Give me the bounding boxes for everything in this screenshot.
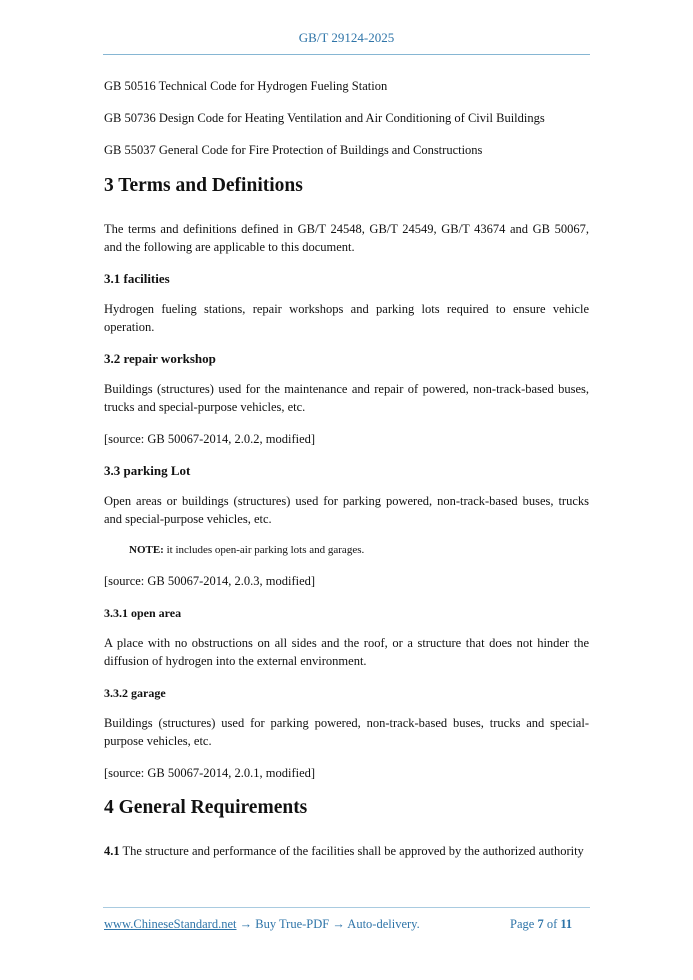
clause-number: 4.1 [104,844,120,858]
reference-item: GB 50516 Technical Code for Hydrogen Fueling Station [104,79,388,93]
note-label: NOTE: [129,544,164,556]
document-body [104,78,589,874]
term-3-1-heading: 3.1 facilities [104,271,170,286]
auto-delivery-text: Auto-delivery. [344,917,420,931]
page-of: of [543,917,561,931]
term-3-3-source: [source: GB 50067-2014, 2.0.3, modified] [104,574,316,588]
term-3-3-2-source: [source: GB 50067-2014, 2.0.1, modified] [104,766,316,780]
term-3-3-2-definition: Buildings (structures) used for parking powered, non-track-based buses, trucks and special-purpose vehicles, etc. [104,716,589,748]
term-3-2-heading: 3.2 repair workshop [104,351,216,366]
term-3-2-source: [source: GB 50067-2014, 2.0.2, modified] [104,432,316,446]
term-3-3-definition: Open areas or buildings (structures) used for parking powered, non-track-based buses, trucks and special-purpose vehicles, etc. [104,494,589,526]
footer-divider [103,907,590,908]
term-3-3-2-heading: 3.3.2 garage [104,686,166,700]
page-total: 11 [560,917,573,931]
reference-item: GB 50736 Design Code for Heating Ventilation and Air Conditioning of Civil Buildings [104,111,545,125]
arrow-right-icon: → [332,917,345,931]
website-link[interactable]: www.ChineseStandard.net [104,917,237,931]
reference-item: GB 55037 General Code for Fire Protection of Buildings and Constructions [104,143,483,157]
arrow-right-icon: → [239,917,253,931]
term-3-3-heading: 3.3 parking Lot [104,463,191,478]
term-3-1-definition: Hydrogen fueling stations, repair workshops and parking lots required to ensure vehicle operation. [104,302,589,334]
clause-text: The structure and performance of the facilities shall be approved by the authorized authority [119,844,584,858]
header-divider [103,54,590,55]
section-4-heading: 4 General Requirements [104,797,308,818]
term-3-3-1-heading: 3.3.1 open area [104,606,182,620]
term-3-3-1-definition: A place with no obstructions on all sides and the roof, or a structure that does not hinder the diffusion of hydrogen into the external environment. [104,636,589,668]
term-3-2-definition: Buildings (structures) used for the maintenance and repair of powered, non-track-based buses, trucks and special-purpose vehicles, etc. [104,382,589,414]
note-text: it includes open-air parking lots and garages. [163,544,365,556]
term-3-3-note [129,542,589,558]
page-header-standard-id: GB/T 29124-2025 [298,30,395,45]
buy-pdf-text: Buy True-PDF [252,917,333,931]
page-label: Page [510,917,538,931]
footer-promo [104,917,420,932]
section-3-heading: 3 Terms and Definitions [104,175,303,196]
clause-4-1 [104,842,589,860]
page-indicator [510,917,572,932]
section-3-intro: The terms and definitions defined in GB/T 24548, GB/T 24549, GB/T 43674 and GB 50067, and the following are applicable to this document. [104,222,589,254]
page-current: 7 [537,917,544,931]
